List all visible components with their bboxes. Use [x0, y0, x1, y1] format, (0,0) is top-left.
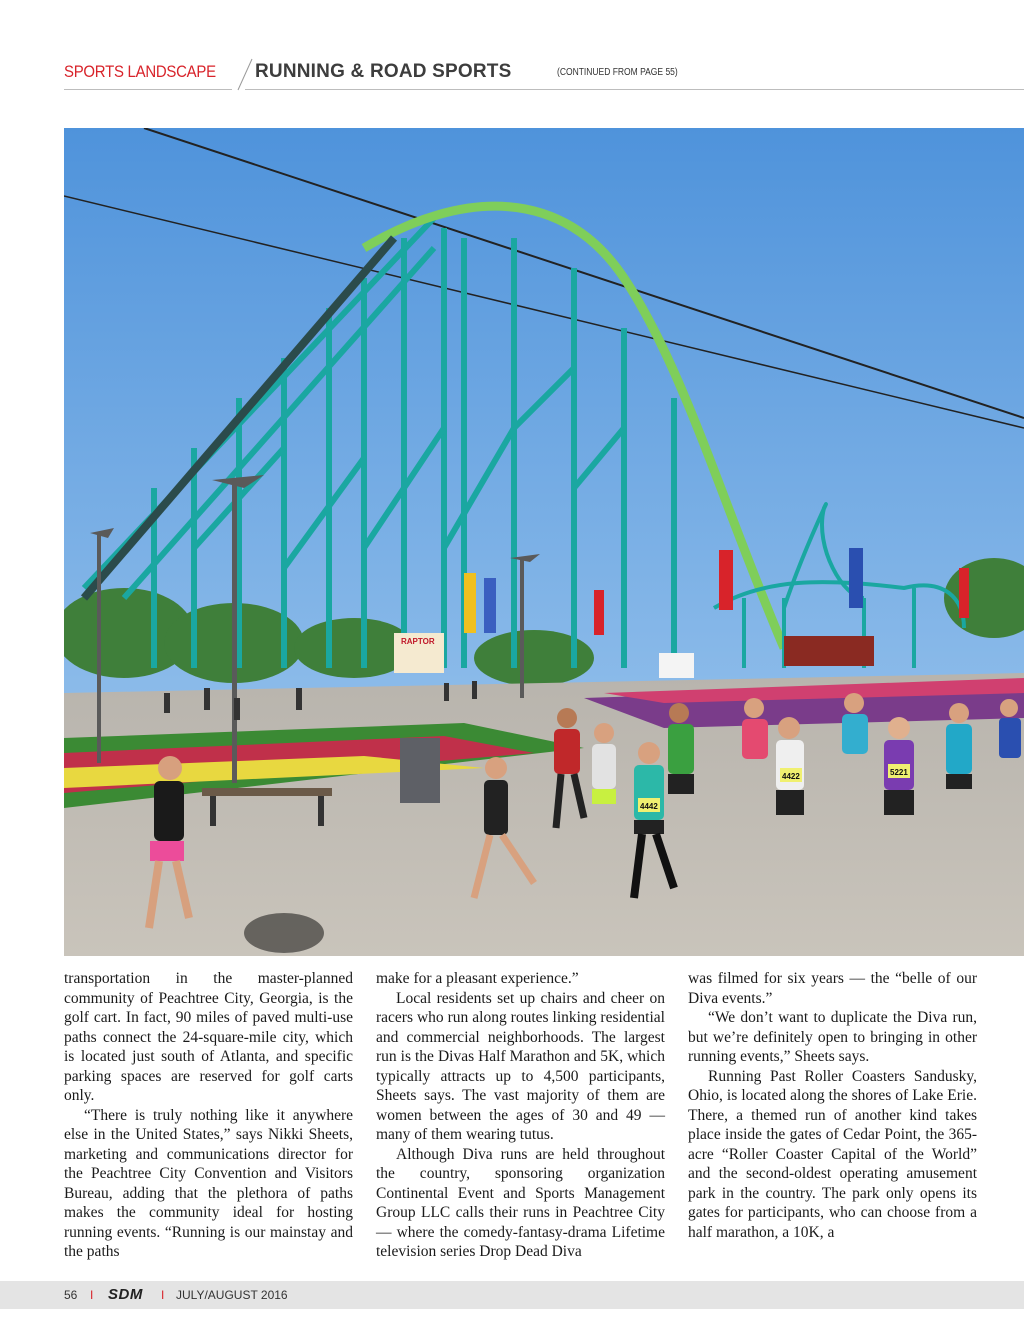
bib-number: 5221 [890, 768, 908, 777]
header-slash-divider [234, 58, 256, 92]
page-title: RUNNING & ROAD SPORTS [255, 61, 512, 82]
page-number: 56 [64, 1288, 78, 1302]
footer-separator: I [90, 1288, 94, 1302]
footer-separator: I [161, 1288, 165, 1302]
trash-can [400, 738, 440, 803]
issue-date: JULY/AUGUST 2016 [176, 1288, 288, 1302]
text-column-2 [376, 969, 665, 1269]
paragraph: Although Diva runs are held throughout the country, sponsoring organization Continental Event and Sports Management Group LLC calls their runs in Peachtree City — where the comedy-fantasy-drama Lifetime television series Drop Dead Diva [376, 1145, 665, 1260]
raptor-sign: RAPTOR [401, 637, 435, 646]
kiosk [659, 653, 694, 678]
paragraph: Running Past Roller Coasters Sandusky, Ohio, is located along the shores of Lake Erie. There, a themed run of another kind takes place inside the gates of Cedar Point, the 365-acre “Roller Coaster Capital of the World” and the second-oldest operating amusement park in the country. The park only opens its gates for participants, who can choose from a half marathon, a 10K, a [688, 1067, 977, 1241]
footer-bar [0, 1281, 1024, 1309]
header-rule-left [64, 89, 232, 90]
race-photo [64, 128, 1024, 956]
bib-number: 4442 [640, 802, 658, 811]
text-column-3 [688, 969, 977, 1269]
continued-note: (CONTINUED FROM PAGE 55) [557, 67, 678, 78]
park-building [784, 636, 874, 666]
text-column-1 [64, 969, 353, 1269]
magazine-logo: SDM [108, 1286, 143, 1303]
paragraph: “There is truly nothing like it anywhere else in the United States,” says Nikki Sheets, marketing and communications director for the Peachtree City Convention and Visitors Bureau, adding that the plethora of paths makes the community ideal for hosting running events. “Running is our mainstay and the paths [64, 1106, 353, 1260]
paragraph: “We don’t want to duplicate the Diva run, but we’re definitely open to bringing in other running events,” Sheets says. [688, 1009, 977, 1065]
paragraph: Local residents set up chairs and cheer on racers who run along routes linking residential and commercial neighborhoods. The largest run is the Divas Half Marathon and 5K, which typically attracts up to 4,500 participants, Sheets says. The vast majority of them are women between the ages of 30 and 49 — many of them wearing tutus. [376, 989, 665, 1143]
paragraph: was filmed for six years — the “belle of our Diva events.” [688, 970, 977, 1007]
paragraph: make for a pleasant experience.” [376, 970, 579, 987]
header-rule-right [245, 89, 1024, 90]
page-header [64, 58, 1024, 92]
section-label: SPORTS LANDSCAPE [64, 62, 216, 81]
photographer-shadow [244, 913, 324, 953]
paragraph: transportation in the master-planned community of Peachtree City, Georgia, is the golf cart. In fact, 90 miles of paved multi-use paths connect the 24-square-mile city, which is located just south of Atlanta, and specific parking spaces are reserved for golf carts only. [64, 970, 353, 1104]
bib-number: 4422 [782, 772, 800, 781]
bench [202, 788, 332, 796]
